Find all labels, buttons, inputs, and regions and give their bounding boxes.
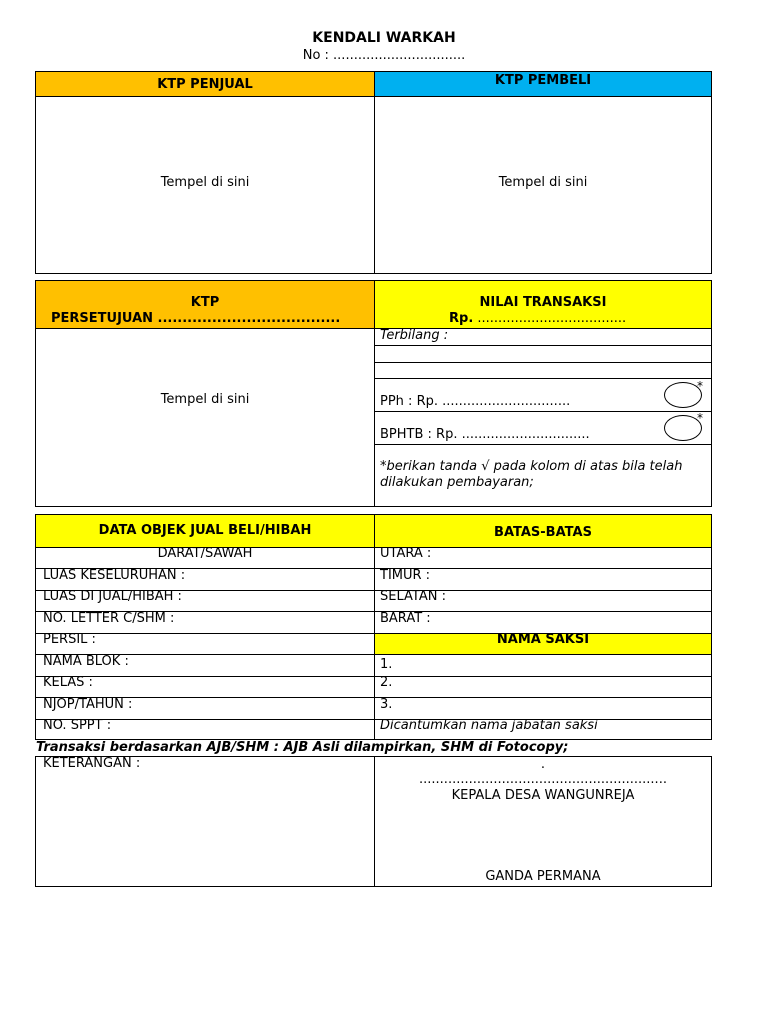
- ktp-buyer-placeholder: Tempel di sini: [498, 175, 588, 190]
- transaction-header: NILAI TRANSAKSI: [479, 295, 607, 310]
- witness-3: 3.: [380, 697, 393, 712]
- witness-header: NAMA SAKSI: [496, 632, 590, 647]
- object-row-persil: PERSIL :: [43, 632, 96, 647]
- approval-header-persetujuan: PERSETUJUAN .....................................: [51, 311, 341, 326]
- payment-note-line2: dilakukan pembayaran;: [380, 475, 534, 490]
- divider: [35, 719, 712, 720]
- document-number: No : ................................: [302, 48, 466, 63]
- ktp-buyer-header: KTP PEMBELI: [494, 73, 592, 88]
- witness-2: 2.: [380, 675, 393, 690]
- asterisk-mark: *: [697, 379, 703, 393]
- signature-line: ............................................................: [419, 772, 667, 787]
- witness-note: Dicantumkan nama jabatan saksi: [380, 718, 598, 733]
- object-row-luas-dijual: LUAS DI JUAL/HIBAH :: [43, 589, 182, 604]
- keterangan-label: KETERANGAN :: [43, 756, 141, 771]
- terbilang-label: Terbilang :: [380, 328, 449, 343]
- approval-placeholder: Tempel di sini: [160, 392, 250, 407]
- boundary-barat: BARAT :: [380, 611, 431, 626]
- asterisk-mark: *: [697, 411, 703, 425]
- object-header: DATA OBJEK JUAL BELI/HIBAH: [98, 523, 312, 538]
- boundary-timur: TIMUR :: [380, 568, 431, 583]
- bphtb-line: BPHTB : Rp. ...............................: [380, 427, 590, 442]
- divider: [374, 444, 712, 445]
- object-row-nama-blok: NAMA BLOK :: [43, 654, 129, 669]
- divider: [35, 328, 712, 329]
- rp-label: Rp.: [449, 311, 474, 326]
- ktp-seller-header: KTP PENJUAL: [157, 77, 253, 92]
- divider: [374, 378, 712, 379]
- object-row-sppt: NO. SPPT :: [43, 718, 112, 733]
- transaction-rp-line: [449, 311, 626, 327]
- object-row-luas-keseluruhan: LUAS KESELURUHAN :: [43, 568, 186, 583]
- transaction-note: Transaksi berdasarkan AJB/SHM : AJB Asli dilampirkan, SHM di Fotocopy;: [36, 740, 569, 755]
- witness-1: 1.: [380, 657, 393, 672]
- pph-line: PPh : Rp. ...............................: [380, 394, 571, 409]
- object-row-njop: NJOP/TAHUN :: [43, 697, 133, 712]
- divider: [374, 362, 712, 363]
- ktp-seller-placeholder: Tempel di sini: [160, 175, 250, 190]
- object-row-letter-c: NO. LETTER C/SHM :: [43, 611, 175, 626]
- object-row-kelas: KELAS :: [43, 675, 93, 690]
- boundaries-header: BATAS-BATAS: [494, 525, 592, 540]
- divider: [374, 411, 712, 412]
- object-subheader: DARAT/SAWAH: [157, 546, 253, 561]
- signature-dot: .: [540, 757, 546, 772]
- divider: [35, 654, 712, 655]
- official-name: GANDA PERMANA: [485, 869, 601, 884]
- divider: [35, 697, 712, 698]
- payment-note-line1: *berikan tanda √ pada kolom di atas bila telah: [380, 459, 683, 474]
- divider: [374, 71, 375, 274]
- divider: [35, 676, 712, 677]
- approval-header-ktp: KTP: [190, 295, 220, 310]
- divider: [374, 280, 375, 507]
- boundary-utara: UTARA :: [380, 546, 432, 561]
- document-title: KENDALI WARKAH: [312, 30, 456, 46]
- rp-dots: ....................................: [473, 311, 627, 326]
- official-title: KEPALA DESA WANGUNREJA: [451, 788, 635, 803]
- divider: [374, 345, 712, 346]
- boundary-selatan: SELATAN :: [380, 589, 446, 604]
